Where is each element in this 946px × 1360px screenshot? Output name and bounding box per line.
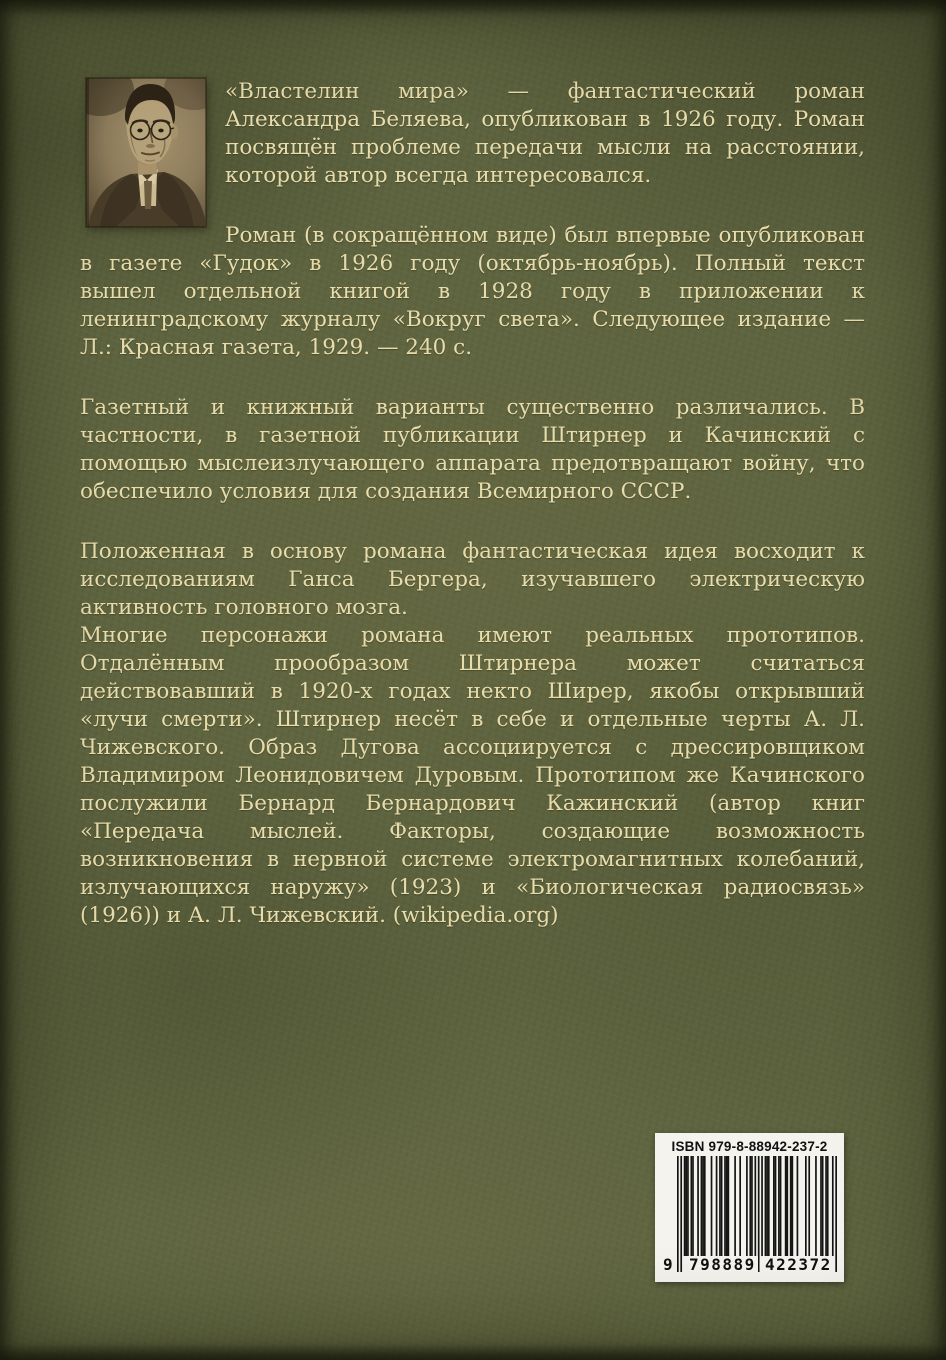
barcode-digits-right: 422372	[765, 1255, 832, 1274]
cover-top-edge-shadow	[0, 0, 946, 16]
cover-bottom-edge-shadow	[0, 1344, 946, 1360]
paragraph-scientific-idea: Положенная в основу романа фантастическая идея восходит к исследованиям Ганса Бергера, изучавшего электрическую активность головного мозга.	[80, 539, 865, 620]
isbn-barcode-label	[655, 1133, 844, 1282]
paragraph-variants: Газетный и книжный варианты существенно различались. В частности, в газетной публикации Штирнер и Качинский с помощью мыслеизлучающего аппарата предотвращают войну, что обеспечило условия для создания Всемирного СССР.	[80, 395, 865, 504]
isbn-number-text: ISBN 979-8-88942-237-2	[671, 1139, 828, 1154]
back-cover-text-block	[80, 78, 865, 930]
barcode-digit-leading: 9	[663, 1255, 673, 1274]
barcode	[663, 1156, 836, 1274]
author-photo	[86, 78, 206, 227]
barcode-digits-left: 798889	[689, 1255, 756, 1274]
author-portrait-icon	[86, 78, 206, 227]
paragraph-prototypes: Многие персонажи романа имеют реальных прототипов. Отдалённым прообразом Штирнера может считаться действовавший в 1920-х годах некто Ширер, якобы открывший «лучи смерти». Штирнер несёт в себе и отдельные черты А. Л. Чижевского. Образ Дугова ассоциируется с дрессировщиком Владимиром Леонидовичем Дуровым. Прототипом же Качинского послужили Бернард Бернардович Кажинский (автор книг «Передача мыслей. Факторы, создающие возможность возникновения в нервной системе электромагнитных колебаний, излучающихся наружу» (1923) и «Биологическая радиосвязь» (1926)) и А. Л. Чижевский. (wikipedia.org)	[80, 623, 865, 928]
paragraph-novel-intro: «Властелин мира» — фантастический роман Александра Беляева, опубликован в 1926 году. Роман посвящён проблеме передачи мысли на расстоянии, которой автор всегда интересовался.	[225, 79, 865, 188]
paragraph-publication: Роман (в сокращённом виде) был впервые опубликован в газете «Гудок» в 1926 году (октябрь-ноябрь). Полный текст вышел отдельной книгой в 1928 году в приложении к ленинградскому журналу «Вокруг света». Следующее издание — Л.: Красная газета, 1929. — 240 с.	[80, 223, 865, 360]
